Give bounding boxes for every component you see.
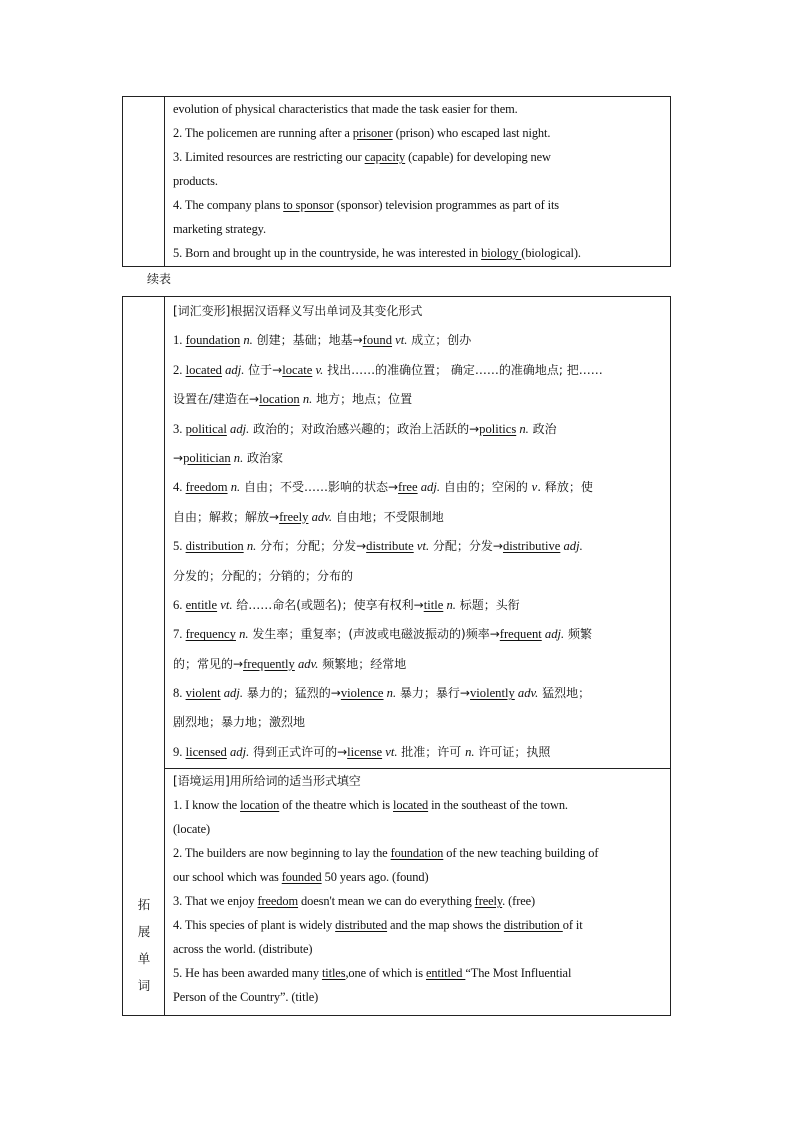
- answer-blank: founded: [281, 870, 322, 884]
- vocab-line: 3. political adj. 政治的；对政治感兴趣的；政治上活跃的→politics n. 政治: [173, 421, 557, 436]
- answer-blank: distribution: [503, 918, 563, 932]
- answer-blank: foundation: [390, 846, 444, 860]
- vocab-line: 9. licensed adj. 得到正式许可的→license vt. 批准；许可 n. 许可证；执照: [173, 744, 551, 759]
- vocab-line: 5. distribution n. 分布；分配；分发→distribute vt. 分配；分发→distributive adj.: [173, 539, 583, 554]
- answer-blank: freely: [474, 894, 503, 908]
- answer-blank: location: [240, 798, 280, 812]
- answer-blank: titles: [321, 966, 346, 980]
- vocab-transform-section: [165, 297, 670, 768]
- vocab-line: 分发的；分配的；分销的；分布的: [173, 568, 354, 583]
- context-usage-section: [165, 768, 670, 1015]
- answer-blank: biology: [481, 246, 522, 260]
- sentence-line: (locate): [173, 822, 211, 836]
- sentence-line: marketing strategy.: [173, 222, 266, 236]
- vocab-line: 6. entitle vt. 给……命名(或题名)；使享有权利→title n. 标题；头衔: [173, 597, 520, 612]
- vocab-line: 4. freedom n. 自由；不受……影响的状态→free adj. 自由的；空闲的 v. 释放；使: [173, 480, 593, 495]
- vocab-line: →politician n. 政治家: [173, 450, 284, 465]
- answer-blank: capacity: [364, 150, 406, 164]
- answer-blank: entitled: [425, 966, 466, 980]
- exercise-table-top: [122, 96, 671, 267]
- table-label-column: [123, 97, 165, 266]
- sentence-line: 5. He has been awarded many titles,one of which is entitled “The Most Influential: [173, 966, 572, 980]
- vocab-line: 8. violent adj. 暴力的；猛烈的→violence n. 暴力；暴行→violently adv. 猛烈地；: [173, 686, 591, 701]
- answer-blank: to sponsor: [283, 198, 334, 212]
- section-heading: [词汇变形]根据汉语释义写出单词及其变化形式: [173, 304, 423, 318]
- sentence-line: 2. The builders are now beginning to lay the foundation of the new teaching building of: [173, 846, 599, 860]
- answer-blank: distributed: [335, 918, 388, 932]
- sentence-line: 3. That we enjoy freedom doesn't mean we can do everything freely. (free): [173, 894, 536, 908]
- vocab-line: 2. located adj. 位于→locate v. 找出……的准确位置； 确定……的准确地点; 把……: [173, 362, 603, 377]
- sentence-line: 2. The policemen are running after a prisoner (prison) who escaped last night.: [173, 126, 551, 140]
- vocab-line: 1. foundation n. 创建；基础；地基→found vt. 成立；创办: [173, 333, 472, 348]
- answer-blank: prisoner: [352, 126, 393, 140]
- sentence-line: 3. Limited resources are restricting our capacity (capable) for developing new: [173, 150, 551, 164]
- sentence-line: Person of the Country”. (title): [173, 990, 319, 1004]
- vocabulary-table: [122, 296, 671, 1016]
- sentence-line: 4. This species of plant is widely distributed and the map shows the distribution of it: [173, 918, 583, 932]
- sentence-line: evolution of physical characteristics that made the task easier for them.: [173, 102, 518, 116]
- side-label: 拓 展 单 词: [137, 897, 151, 993]
- table-content-cell: [165, 97, 670, 266]
- sentence-line: our school which was founded 50 years ago. (found): [173, 870, 429, 884]
- sentence-line: 5. Born and brought up in the countryside, he was interested in biology (biological).: [173, 246, 581, 260]
- vocab-line: 自由；解救；解放→freely adv. 自由地；不受限制地: [173, 509, 444, 524]
- table-content-cell: [165, 297, 670, 1015]
- vocab-line: 的；常见的→frequently adv. 频繁地；经常地: [173, 656, 407, 671]
- vocab-line: 剧烈地；暴力地；激烈地: [173, 715, 306, 730]
- sentence-line: 4. The company plans to sponsor (sponsor) television programmes as part of its: [173, 198, 560, 212]
- vocab-line: 7. frequency n. 发生率；重复率；(声波或电磁波振动的)频率→frequent adj. 频繁: [173, 627, 592, 642]
- answer-blank: located: [393, 798, 429, 812]
- sentence-line: 1. I know the location of the theatre which is located in the southeast of the town.: [173, 798, 568, 812]
- section-heading: [语境运用]用所给词的适当形式填空: [173, 774, 361, 788]
- continued-label: 续表: [147, 272, 172, 286]
- sentence-line: across the world. (distribute): [173, 942, 313, 956]
- vocab-line: 设置在/建造在→location n. 地方；地点；位置: [173, 392, 413, 407]
- answer-blank: freedom: [257, 894, 299, 908]
- sentence-line: products.: [173, 174, 218, 188]
